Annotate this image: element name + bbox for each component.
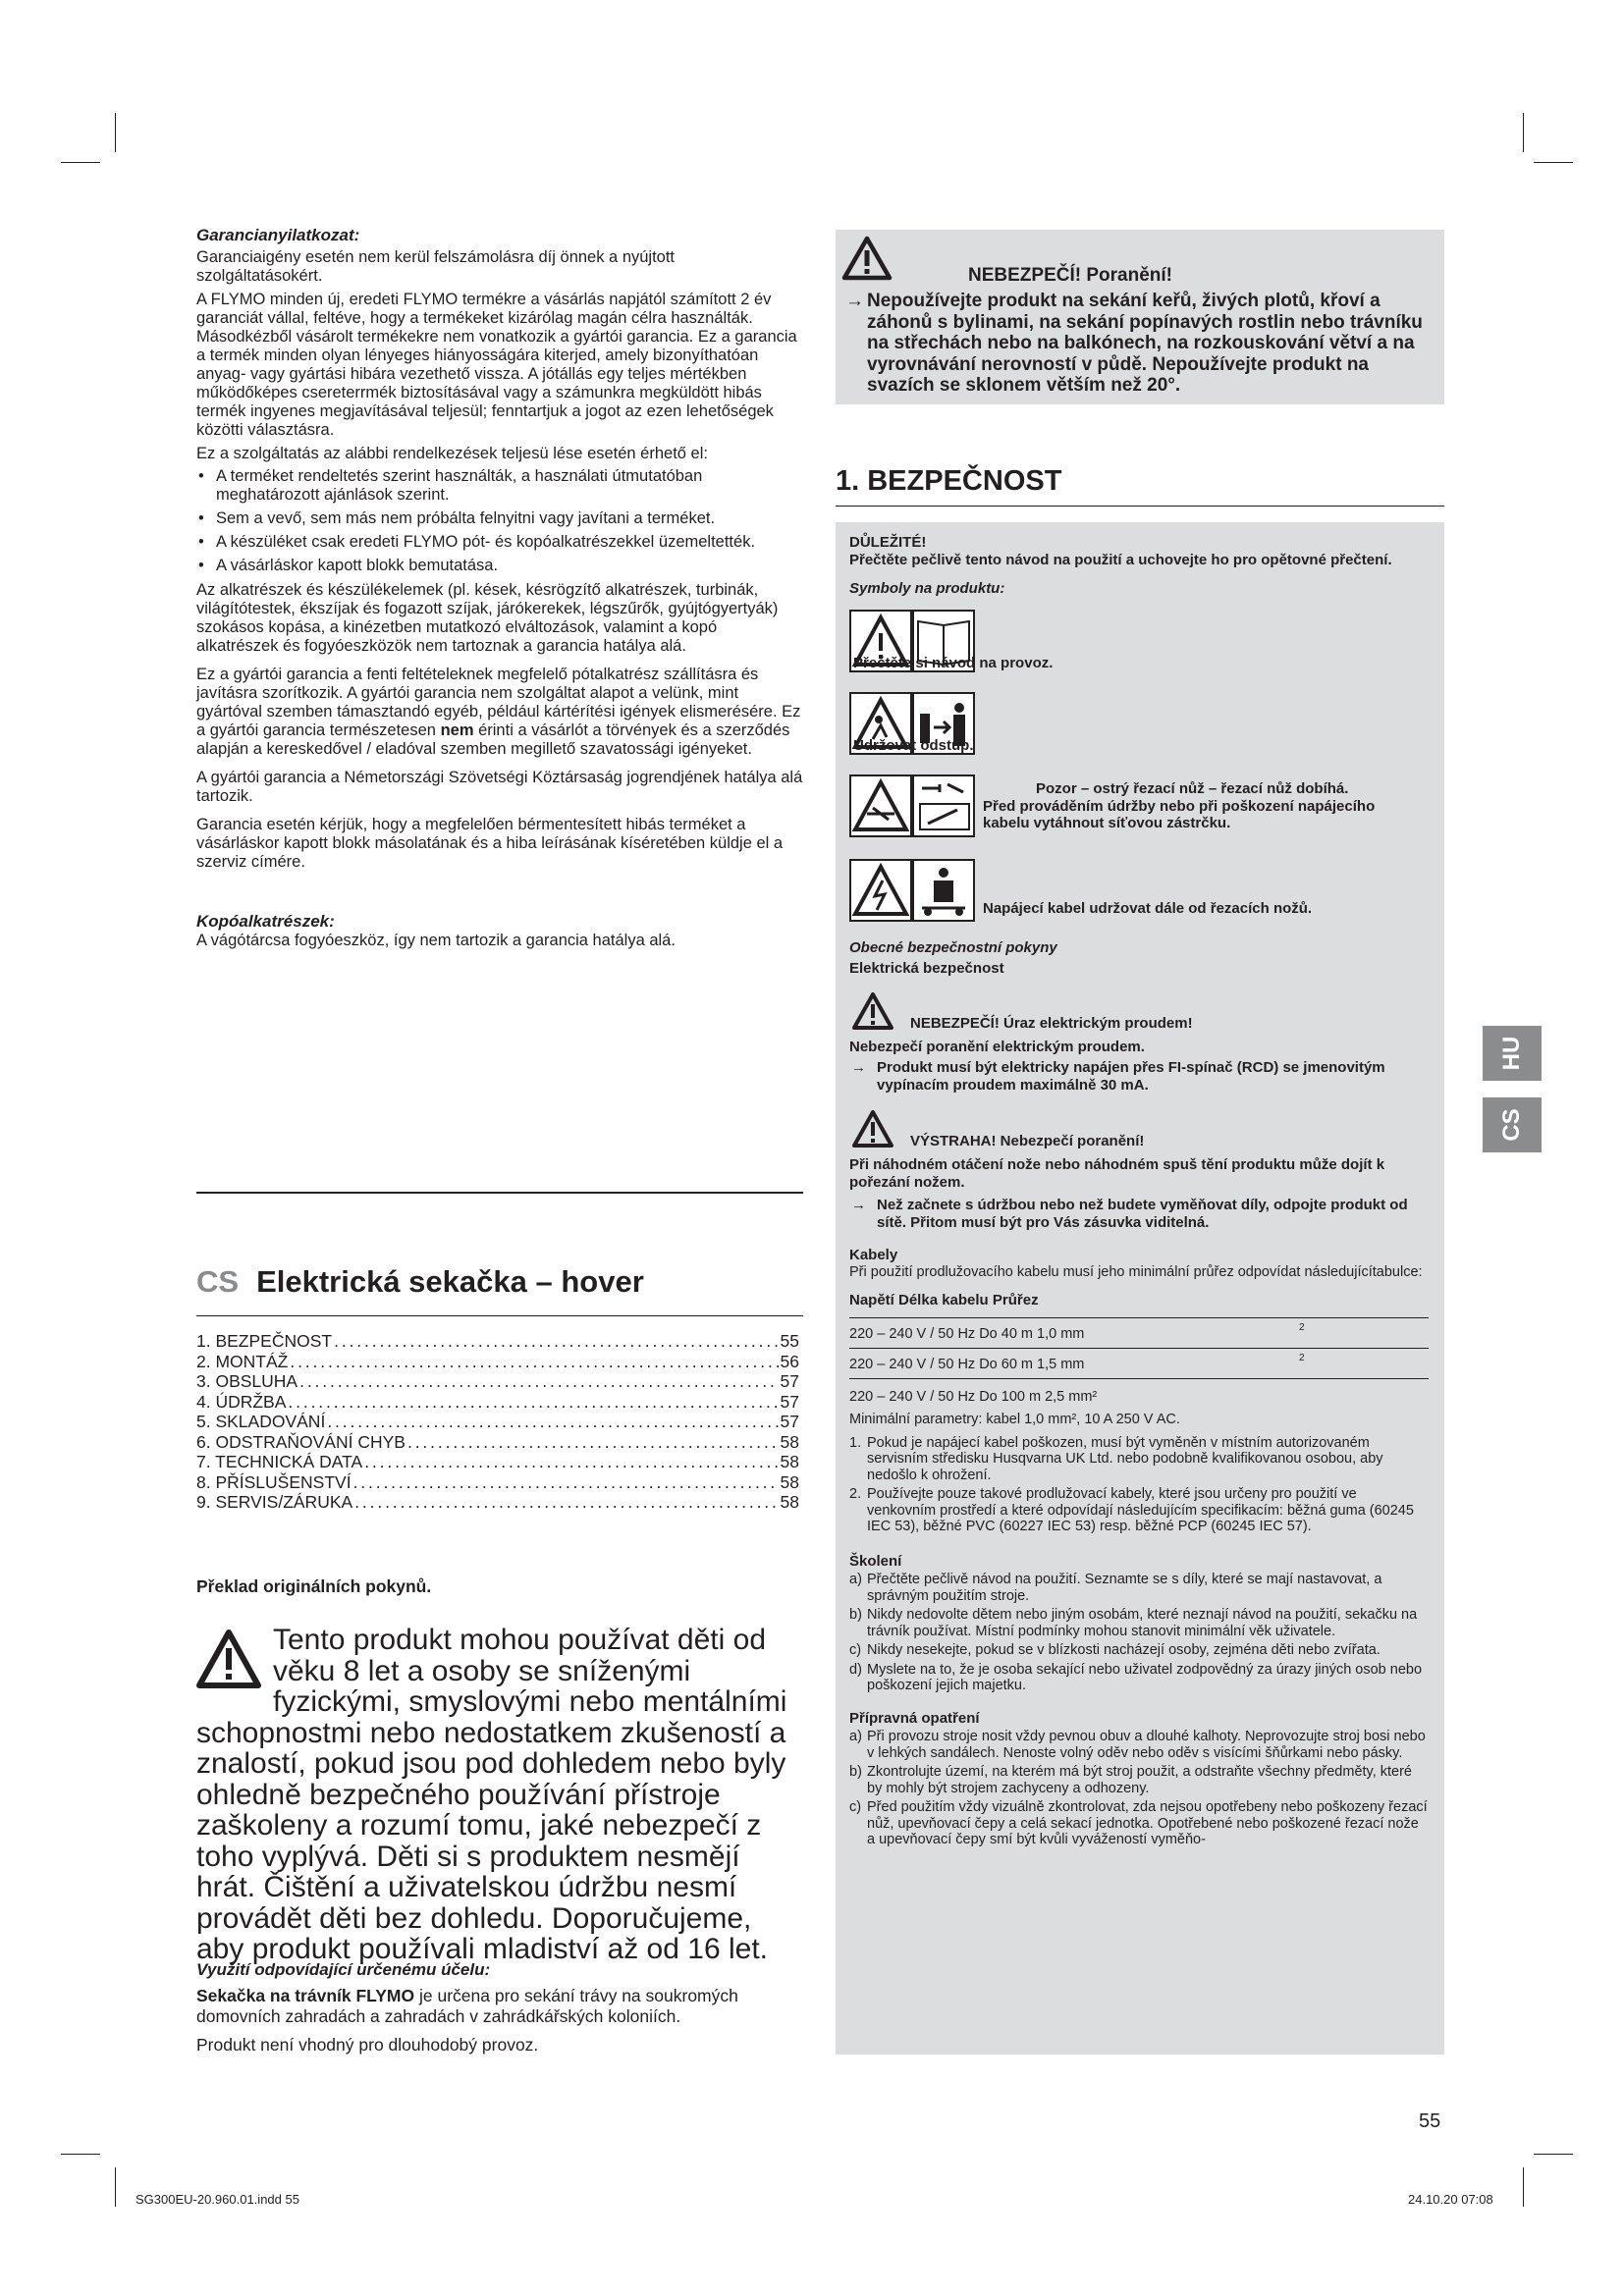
instruction-item [849,1059,1429,1094]
list-item: 1. Pokud je napájecí kabel poškozen, musí být vyměněn v místním autorizovaném servisním středisku Husqvarna UK Ltd. nebo podobně kvalifikovanou osobou, aby nedošlo k ohrožení. [849,1434,1383,1483]
instruction-text: Než začnete s údržbou nebo než budete vyměňovat díly, odpojte produkt od sítě. Přitom musí být pro Vás zásuvka viditelná. [877,1197,1408,1231]
symbol-row [849,774,1429,845]
table-cell: 2 [1299,1352,1305,1363]
table-header: Napětí Délka kabelu Průřez [849,1292,1039,1308]
training-list [849,1572,1429,1694]
list-item: a) Přečtěte pečlivě návod na použití. Seznamte se s díly, které se mají nastavovat, a správným použitím stroje. [849,1572,1382,1604]
list-item: a) Při provozu stroje nosit vždy pevnou obuv a dlouhé kalhoty. Neprovozujte stroj bosi nebo v lehkých sandálech. Nenoste volný oděv nebo oděv s visícími šňůrkami nebo pásky. [849,1729,1426,1761]
bold-text: Sekačka na trávník FLYMO [196,1986,415,2005]
symbol-row [849,692,1429,761]
symbol-row [849,859,1429,928]
spare-parts-text: A vágótárcsa fogyóeszköz, így nem tartozik a garancia hatálya alá. [196,932,676,949]
warranty-paragraph: Garancia esetén kérjük, hogy a megfelelően bérmentesített hibás terméket a vásárláskor kapott blokk másolatának és a hiba leírásának kíséretében küldje el a szerviz címére. [196,816,784,871]
warranty-paragraph: Garanciaigény esetén nem kerül felszámolásra díj önnek a nyújtott szolgáltatásokért. [196,248,676,285]
warranty-paragraph: Az alkatrészek és készülékelemek (pl. kések, késrögzítő alkatrészek, turbinák, világítótestek, ékszíjak és fogazott szíjak, járókerekek, légszűrők, gyújtógyertyák) szokásos kopása, a kinézetben mutatkozó elváltozások, valamint a kopó alkatrészek és fogyóeszközök nem tartoznak a garancia hatálya alá. [196,581,779,655]
danger-title: NEBEZPEČÍ! Úraz elektrickým proudem! [910,1014,1193,1032]
intended-use-section [196,1959,803,2063]
important-text: Přečtěte pečlivě tento návod na použití a uchovejte ho pro opětovné přečtení. [849,551,1392,568]
list-item: d) Myslete na to, že je osoba sekající nebo uživatel zodpovědný za úrazy jiných osob nebo poškození jejich majetku. [849,1661,1423,1693]
symbol-text: Pozor – ostrý řezací nůž – řezací nůž dobíhá. [1036,779,1349,797]
title-underline [196,1315,803,1316]
table-cell: 220 – 240 V / 50 Hz Do 40 m 1,0 mm [849,1325,1085,1342]
crop-mark [115,113,116,152]
toc-entry[interactable]: 8. PŘÍSLUŠENSTVÍ . . . 58 [196,1472,799,1493]
warning-title: VÝSTRAHA! Nebezpečí poranění! [910,1133,1145,1149]
list-item: c) Nikdy nesekejte, pokud se v blízkosti nacházejí osoby, zejména děti nebo zvířata. [849,1642,1380,1658]
toc-entry[interactable]: 5. SKLADOVÁNÍ . . . 57 [196,1412,799,1432]
warranty-heading: Garancianyilatkozat: [196,226,360,244]
electric-danger [849,989,1429,1035]
warranty-paragraph: Ez a szolgáltatás az alábbi rendelkezések teljesü lése esetén érhető el: [196,445,708,462]
arrow-icon: → [851,1059,866,1076]
safety-box [836,522,1444,2055]
toc-entry[interactable]: 7. TECHNICKÁ DATA . . . 58 [196,1452,799,1472]
warning-text: Tento produkt mohou používat děti od věku 8 let a osoby se sníženými fyzickými, smyslovými nebo mentálními schopnostmi nebo nedostatkem zkušeností a znalostí, pokud jsou pod dohledem nebo byly ohledně bezpečného používání přístroje zaškoleny a rozumí tomu, jaké nebezpečí z toho vyplývá. Děti si s produktem nesmějí hrát. Čištění a uživatelskou údržbu nesmí provádět děti bez dohledu. Doporučujeme, aby produkt používali mladiství až od 16 let. [196,1624,787,1965]
tab-hu[interactable] [1483,1026,1542,1081]
warranty-conditions-list [196,467,803,575]
symbol-text: Udržovat odstup. [853,736,974,754]
symbol-text: Před prováděním údržby nebo při poškození napájecího kabelu vytáhnout síťovou zástrčku. [983,797,1376,831]
toc-entry[interactable]: 3. OBSLUHA . . . 57 [196,1371,799,1392]
cable-away-icon [849,859,975,922]
crop-mark [115,2167,116,2207]
warning-triangle-icon [851,991,894,1031]
intended-use-heading: Využití odpovídající určenému účelu: [196,1960,491,1979]
sharp-blade-icon [849,774,975,837]
footer-timestamp: 24.10.20 07:08 [1408,2192,1493,2207]
warning-triangle-icon [196,1629,261,1689]
symbol-text: Přečtěte si návod na provoz. [853,654,1054,671]
injury-warning [849,1107,1429,1152]
electric-heading: Elektrická bezpečnost [849,960,1004,977]
preparation-list [849,1729,1429,1848]
min-params: Minimální parametry: kabel 1,0 mm², 10 A 250 V AC. [849,1412,1180,1427]
arrow-icon: → [845,291,864,311]
danger-text: Nepoužívejte produkt na sekání keřů, živých plotů, křoví a záhonů s bylinami, na sekání popínavých rostlin nebo trávníku na střechách nebo na balkónech, na rozkouskování větví a na vyrovnávání nerovností v půdě. Nepoužívejte produkt na svazích se sklonem větším než 20°. [867,291,1423,396]
list-item: b) Nikdy nedovolte dětem nebo jiným osobám, které neznají návod na použití, sekačku na trávník používat. Místní podmínky mohou stanovit minimální věk uživatele. [849,1607,1418,1639]
list-item: 2. Používejte pouze takové prodlužovací kabely, které jsou určeny pro použití ve venkovním prostředí a které odpovídají následujícím specifikacím: běžná guma (60245 IEC 53), běžné PVC (60227 IEC 53) resp. běžné PCP (60245 IEC 57). [849,1486,1414,1534]
title-underline [836,506,1444,507]
training-heading: Školení [849,1552,902,1570]
section-title: 1. BEZPEČNOST [836,465,1062,497]
instruction-text: Produkt musí být elektricky napájen přes FI-spínač (RCD) se jmenovitým vypínacím proudem maximálně 30 mA. [877,1059,1385,1094]
symbols-heading: Symboly na produktu: [849,580,1005,597]
intended-use-text: Produkt není vhodný pro dlouhodobý provoz. [196,2035,539,2055]
crop-mark [1534,162,1573,163]
instruction-item [849,1197,1429,1231]
warranty-paragraph [196,666,803,759]
list-item: b) Zkontrolujte území, na kterém má být stroj použit, a odstraňte všechny předměty, které by mohly být strojem zachyceny a odhozeny. [849,1764,1413,1796]
text-span: érinti a vásárlót a törvények és a szerződés alapján a kereskedővel / eladóval szemben megillető szavatossági igényeket. [196,721,790,758]
warranty-paragraph: A FLYMO minden új, eredeti FLYMO termékre a vásárlás napjától számított 2 év garanciát vállal, feltéve, hogy a termékeket kizárólag magán célra használták. Másodkézből vásárolt termékekre nem vonatkozik a gyártói garancia. Ez a garancia a termék minden olyan lényeges hiányosságára kiterjed, amely bizonyíthatóan anyag- vagy gyártási hibára vezethető vissza. A jótállás egy teljes mértékben működőképes csereterrmék biztosításával vagy a számunkra megküldött hibás termék ingyenes megjavításával teljesül; fenntartjuk a jogot az ezen lehetőségek közötti választásra. [196,291,797,439]
general-heading: Obecné bezpečnostní pokyny [849,938,1057,956]
intended-use-text [196,1986,803,2027]
section-divider [196,1192,803,1194]
crop-mark [61,2154,100,2155]
symbol-text: Napájecí kabel udržovat dále od řezacích nožů. [983,899,1313,917]
tab-label: HU [1498,1036,1525,1071]
table-row [849,1317,1429,1348]
child-safety-warning [196,1625,800,1965]
footer-file-label: SG300EU-20.960.01.indd 55 [135,2192,299,2207]
list-item: • A vásárláskor kapott blokk bemutatása. [196,557,803,575]
danger-title: NEBEZPEČÍ! Poranění! [968,265,1172,286]
section-title [196,1264,644,1300]
bold-word: nem [440,721,474,739]
crop-mark [1523,113,1524,152]
list-item: • A készüléket csak eredeti FLYMO pót- és kopóalkatrészekkel üzemeltették. [196,533,803,552]
cable-notes-list [849,1435,1429,1535]
crop-mark [1523,2167,1524,2207]
tab-cs[interactable] [1483,1097,1542,1152]
translation-note: Překlad originálních pokynů. [196,1576,432,1596]
toc-entry[interactable]: 9. SERVIS/ZÁRUKA . . . 58 [196,1492,799,1513]
danger-line: Nebezpečí poranění elektrickým proudem. [849,1038,1145,1055]
toc-entry[interactable]: 6. ODSTRAŇOVÁNÍ CHYB . . . 58 [196,1432,799,1453]
warranty-section [196,226,803,955]
crop-mark [1534,2154,1573,2155]
important-label: DŮLEŽITÉ! [849,534,927,551]
page-number: 55 [1419,2110,1441,2132]
table-row [849,1348,1429,1379]
warning-triangle-icon [841,236,893,281]
text-span: Ez a gyártói garancia a fenti feltételeknek megfelelő pótalkatrész szállításra és javításra szorítkozik. A gyártói garancia nem szolgáltat alapot a velünk, mint gyártóval szemben támasztandó egyéb, például kártérítési igények elismerésére. Ez a gyártói garancia természetesen [196,666,801,739]
cables-heading: Kabely [849,1247,898,1263]
warning-line: Při náhodném otáčení nože nebo náhodném spuš tění produktu může dojít k pořezání nožem. [849,1156,1385,1191]
list-item: c) Před použitím vždy vizuálně zkontrolovat, zda nejsou opotřebeny nebo poškozeny řezací nůž, upevňovací čepy a celá sekací jednotka. Opotřebené nebo poškozené řezací nože a upevňovací čepy smí být kvůli vyvážeností vyměňo- [849,1799,1428,1847]
table-of-contents [196,1331,799,1513]
product-title: Elektrická sekačka – hover [256,1264,644,1299]
table-cell: 220 – 240 V / 50 Hz Do 60 m 1,5 mm [849,1356,1085,1372]
warranty-paragraph: A gyártói garancia a Németországi Szövetségi Köztársaság jogrendjének hatálya alá tartozik. [196,769,803,805]
preparation-heading: Přípravná opatření [849,1709,980,1727]
crop-mark [61,162,100,163]
toc-entry[interactable]: 4. ÚDRŽBA . . . 57 [196,1392,799,1413]
cables-text: Při použití prodlužovacího kabelu musí jeho minimální průřez odpovídat následujícítabulce: [849,1263,1423,1280]
danger-box [836,230,1444,404]
list-item: • Sem a vevő, sem más nem próbálta felnyitni vagy javítani a terméket. [196,509,803,528]
language-code: CS [196,1264,240,1299]
symbol-row [849,610,1429,678]
table-row: 220 – 240 V / 50 Hz Do 100 m 2,5 mm² [849,1388,1098,1405]
table-cell: 2 [1299,1321,1305,1333]
arrow-icon: → [851,1197,866,1213]
text-span: je určena pro sekání trávy na soukromých domovních zahradách a zahradách v zahrádkářských koloniích. [196,1986,738,2026]
list-item: • A terméket rendeltetés szerint használták, a használati útmutatóban meghatározott ajánlások szerint. [196,467,803,505]
toc-entry[interactable]: 2. MONTÁŽ . . . 56 [196,1352,799,1372]
spare-parts-heading: Kopóalkatrészek: [196,912,335,931]
warning-triangle-icon [851,1109,894,1148]
toc-entry[interactable]: 1. BEZPEČNOST . . . 55 [196,1331,799,1352]
tab-label: CS [1498,1108,1525,1142]
